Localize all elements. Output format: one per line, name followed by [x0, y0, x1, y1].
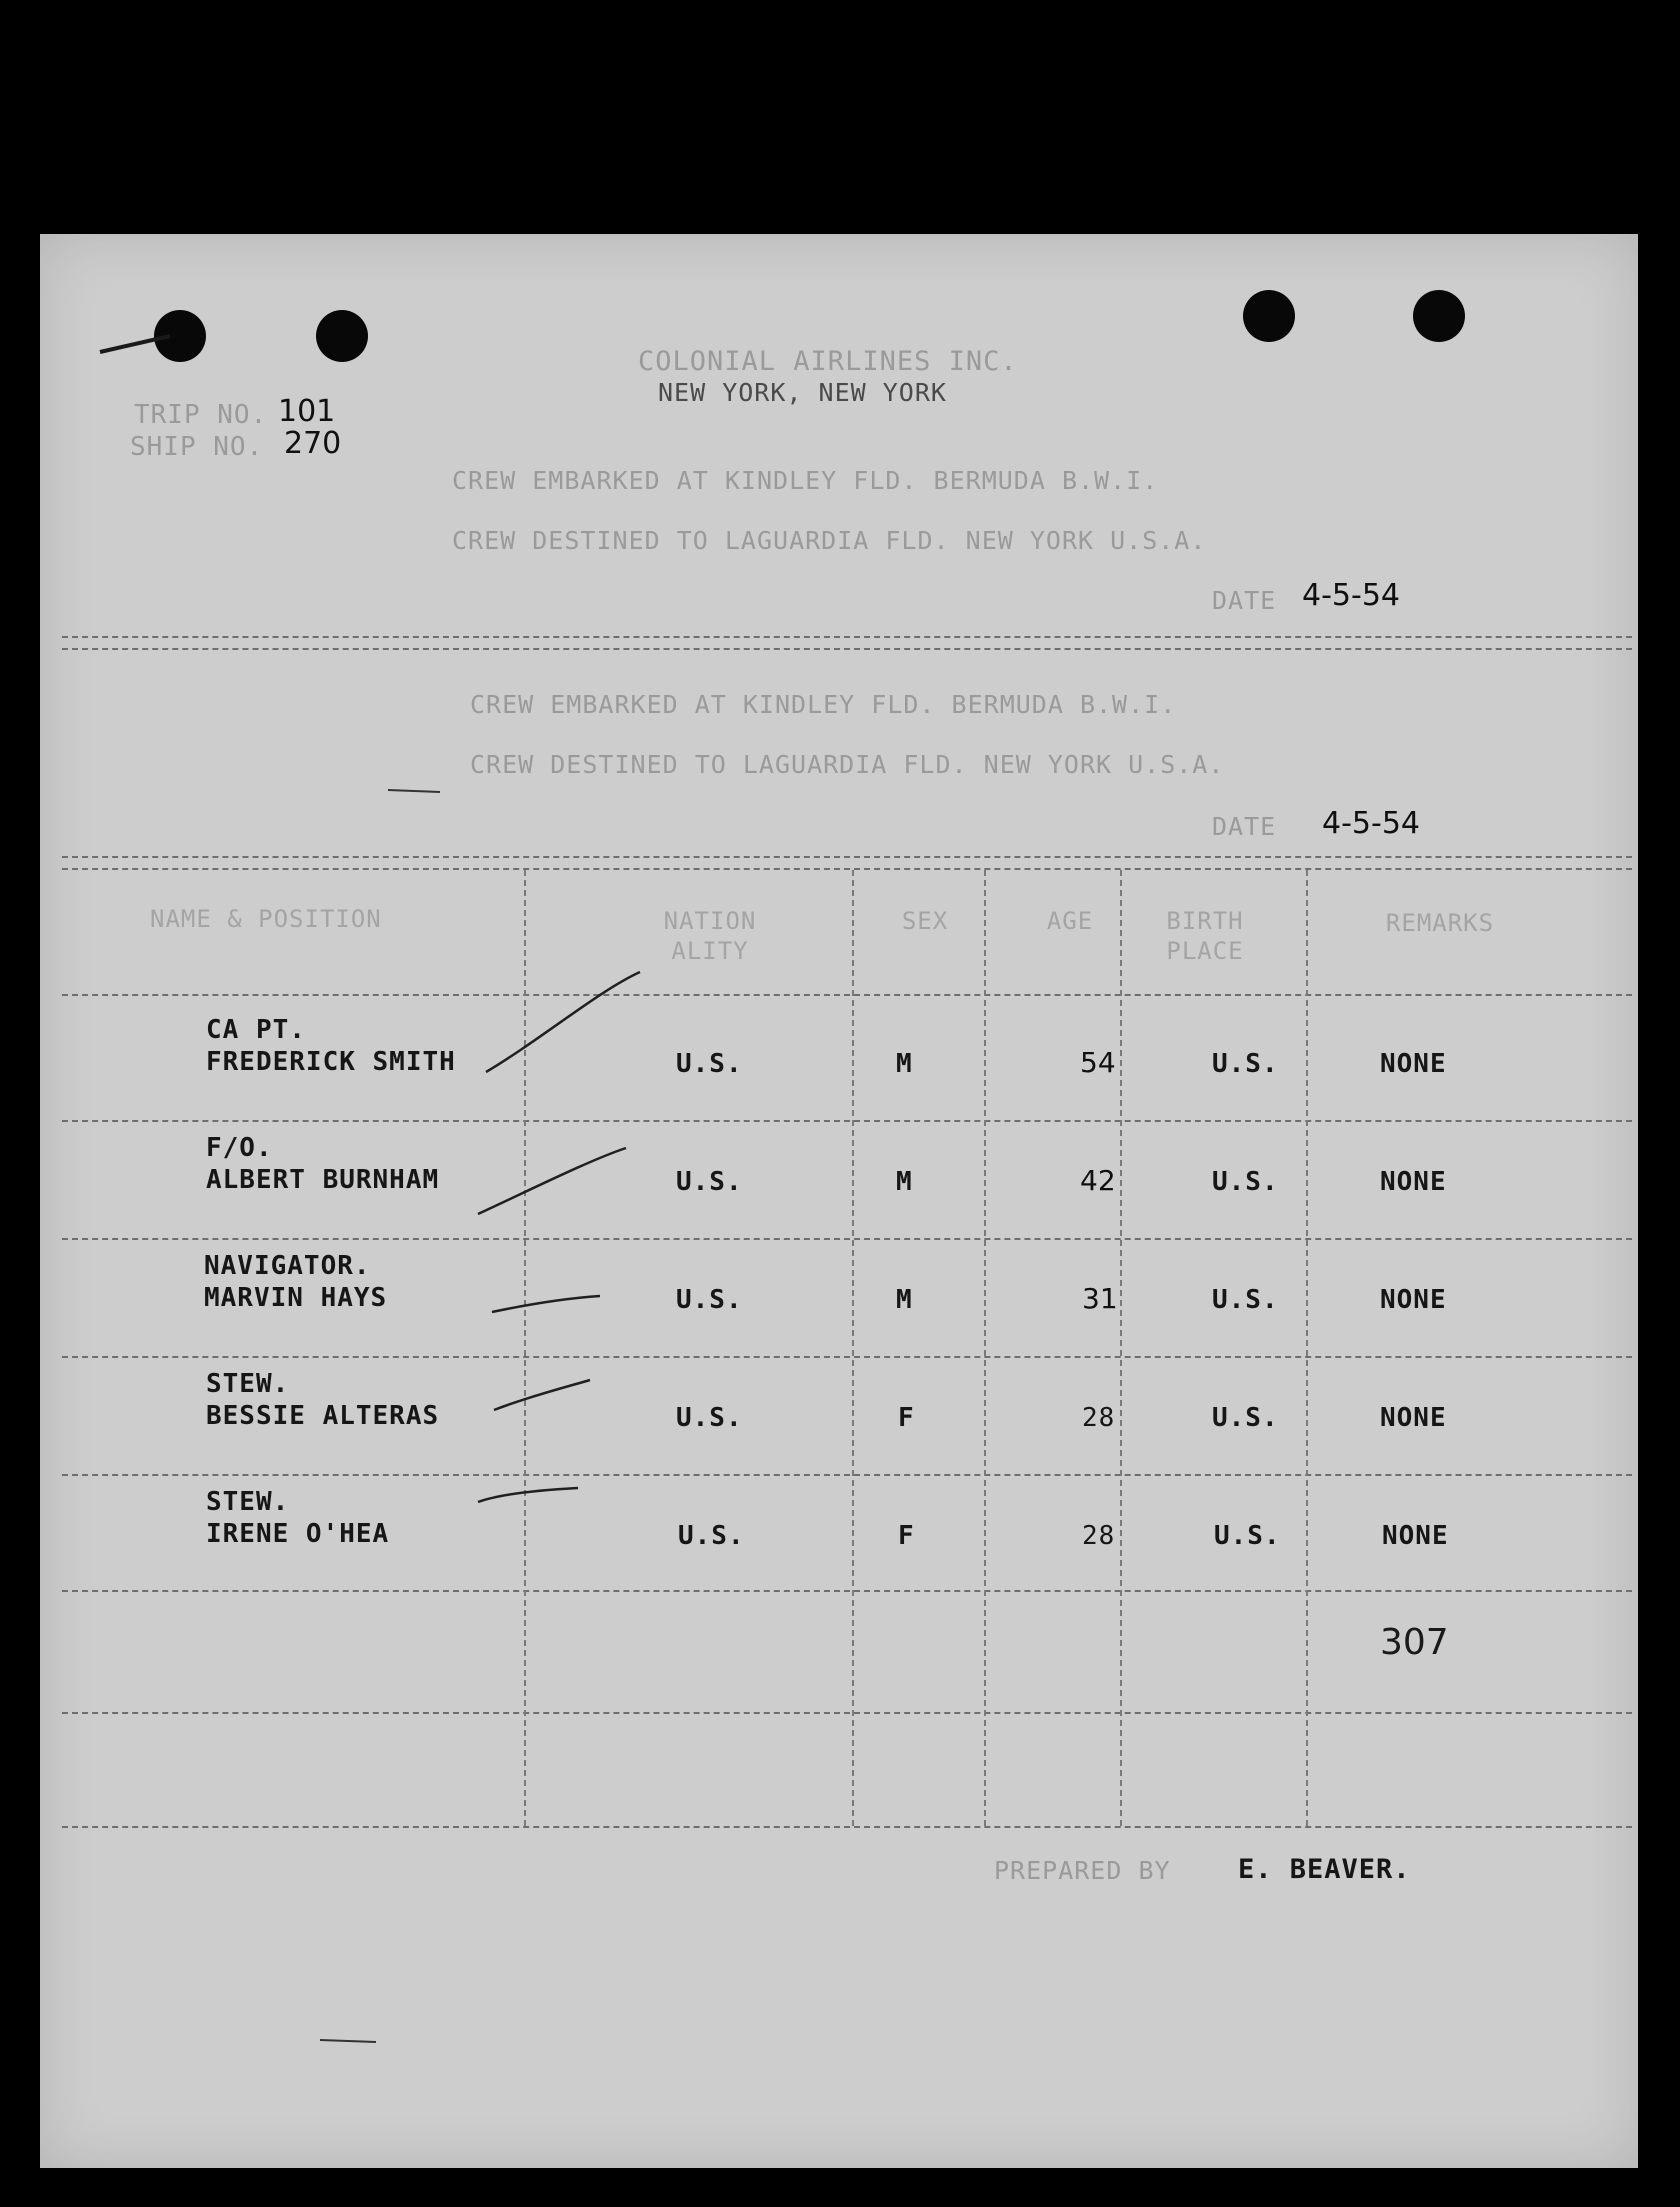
row-position: STEW. [206, 1487, 290, 1517]
row-remarks: NONE [1380, 1285, 1447, 1315]
row-remarks: NONE [1380, 1403, 1447, 1433]
check-mark-5 [478, 1488, 578, 1502]
check-mark-2 [478, 1148, 626, 1214]
ship-label: SHIP NO. [130, 432, 264, 462]
destined-line-1: CREW DESTINED TO LAGUARDIA FLD. NEW YORK U.S.A. [452, 526, 1207, 555]
company-city: NEW YORK, NEW YORK [658, 378, 947, 407]
pin-mark [100, 336, 170, 352]
check-mark-1 [486, 972, 640, 1072]
row-birthplace: U.S. [1214, 1521, 1281, 1551]
row-sex: M [896, 1167, 913, 1197]
row-age: 31 [1082, 1282, 1118, 1315]
prepared-label: PREPARED BY [994, 1856, 1171, 1885]
row-nationality: U.S. [676, 1167, 743, 1197]
col-header-name-text: NAME & POSITION [150, 905, 382, 933]
row-nationality: U.S. [678, 1521, 745, 1551]
date-label-1: DATE [1212, 586, 1277, 615]
row-age: 54 [1080, 1046, 1116, 1079]
row-name: IRENE O'HEA [206, 1519, 390, 1549]
date-label-2: DATE [1212, 812, 1277, 841]
row-position: F/O. [206, 1133, 273, 1163]
row-nationality: U.S. [676, 1285, 743, 1315]
row-sex: M [896, 1285, 913, 1315]
row-age: 42 [1080, 1164, 1116, 1197]
row-nationality: U.S. [676, 1049, 743, 1079]
row-birthplace: U.S. [1212, 1403, 1279, 1433]
row-sex: F [898, 1521, 915, 1551]
row-name: FREDERICK SMITH [206, 1047, 456, 1077]
col-header-birthplace-l2: PLACE [1166, 937, 1244, 965]
total-value: 307 [1380, 1622, 1449, 1663]
stray-mark-1 [388, 790, 440, 792]
embarked-line-1: CREW EMBARKED AT KINDLEY FLD. BERMUDA B.W.I. [452, 466, 1159, 495]
col-header-birthplace-l1: BIRTH [1166, 907, 1244, 935]
check-mark-4 [494, 1380, 590, 1410]
row-position: STEW. [206, 1369, 290, 1399]
ship-number: 270 [284, 426, 342, 461]
col-header-sex-text: SEX [901, 907, 949, 935]
row-name: BESSIE ALTERAS [206, 1401, 440, 1431]
trip-label: TRIP NO. [134, 400, 268, 430]
row-birthplace: U.S. [1212, 1167, 1279, 1197]
date-value-2: 4-5-54 [1322, 806, 1420, 841]
trip-number: 101 [278, 394, 336, 429]
col-header-nationality-l2: ALITY [671, 937, 749, 965]
row-position: CA PT. [206, 1015, 306, 1045]
company-name: COLONIAL AIRLINES INC. [638, 346, 1018, 377]
col-header-age-text: AGE [1046, 907, 1094, 935]
row-remarks: NONE [1382, 1521, 1449, 1551]
row-position: NAVIGATOR. [204, 1251, 371, 1281]
stray-mark-2 [320, 2040, 376, 2042]
row-sex: F [898, 1403, 915, 1433]
row-nationality: U.S. [676, 1403, 743, 1433]
col-header-nationality-l1: NATION [663, 907, 757, 935]
date-value-1: 4-5-54 [1302, 578, 1400, 613]
row-remarks: NONE [1380, 1167, 1447, 1197]
col-header-remarks-text: REMARKS [1385, 909, 1495, 937]
row-name: MARVIN HAYS [204, 1283, 388, 1313]
row-age: 28 [1082, 1403, 1116, 1433]
row-sex: M [896, 1049, 913, 1079]
prepared-by: E. BEAVER. [1238, 1854, 1411, 1885]
row-remarks: NONE [1380, 1049, 1447, 1079]
row-name: ALBERT BURNHAM [206, 1165, 440, 1195]
row-birthplace: U.S. [1212, 1049, 1279, 1079]
destined-line-2: CREW DESTINED TO LAGUARDIA FLD. NEW YORK U.S.A. [470, 750, 1225, 779]
row-age: 28 [1082, 1521, 1116, 1551]
embarked-line-2: CREW EMBARKED AT KINDLEY FLD. BERMUDA B.W.I. [470, 690, 1177, 719]
check-mark-3 [492, 1296, 600, 1312]
row-birthplace: U.S. [1212, 1285, 1279, 1315]
